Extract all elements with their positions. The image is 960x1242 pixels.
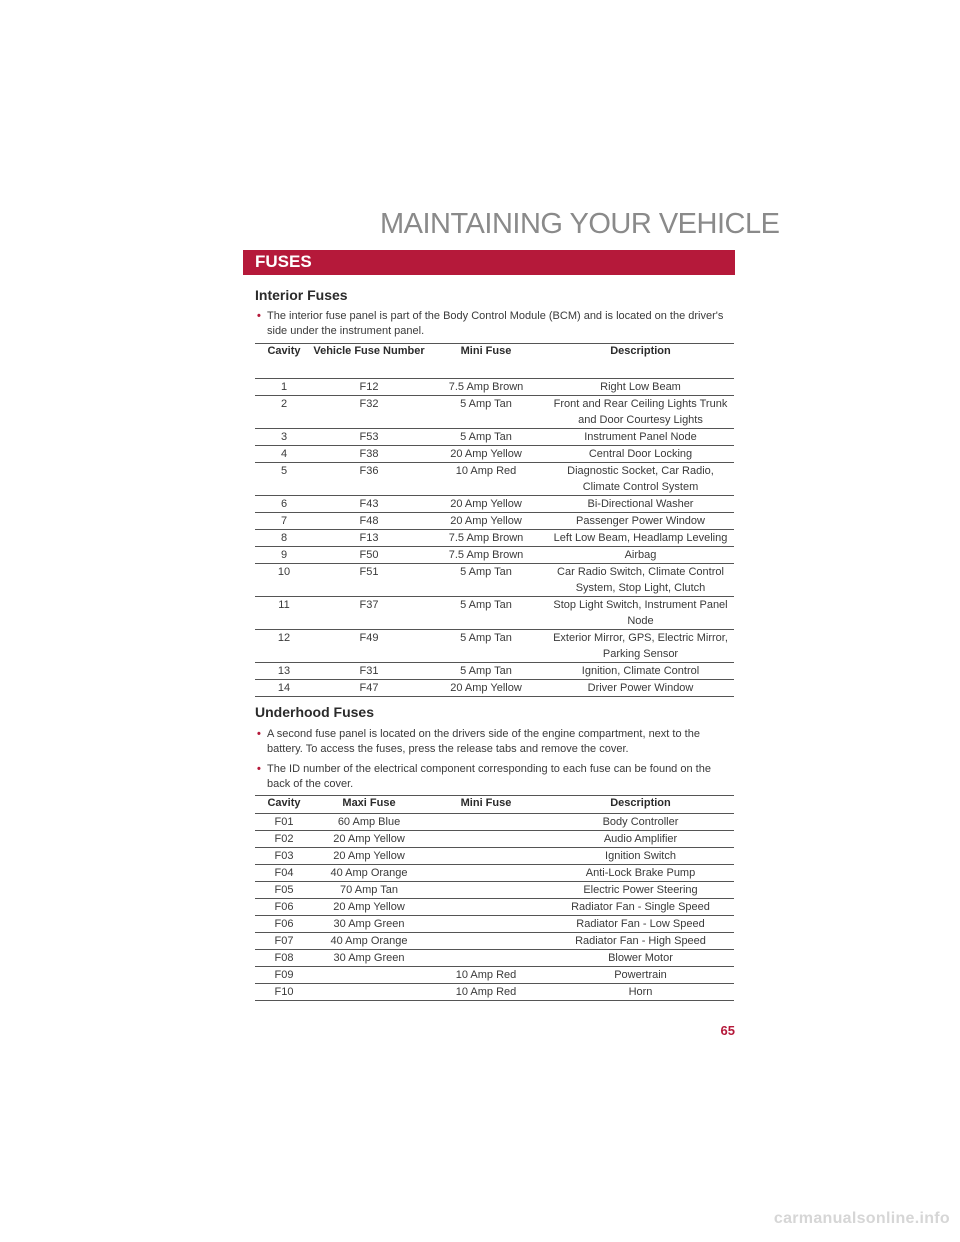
page-number: 65: [720, 1023, 735, 1038]
interior-cell: F37: [359, 599, 379, 611]
underhood-cell: [313, 984, 425, 1001]
header-maxi-fuse: Maxi Fuse: [342, 797, 396, 809]
underhood-cell: F05: [274, 884, 294, 896]
underhood-cell: 20 Amp Yellow: [333, 901, 405, 913]
underhood-bullet-text-1: A second fuse panel is located on the drivers side of the engine compartment, next to the battery. To access the fuses, press the release tabs and remove the cover.: [267, 728, 700, 755]
bullet-icon: •: [257, 763, 261, 775]
interior-cell: Central Door Locking: [588, 448, 693, 460]
underhood-cell: Powertrain: [614, 969, 667, 981]
interior-cell: 5 Amp Tan: [460, 398, 512, 410]
header-vehicle-fuse-number: Vehicle Fuse Number: [313, 345, 425, 357]
interior-cell: Front and Rear Ceiling Lights Trunk and Door Courtesy Lights: [553, 398, 728, 426]
interior-cell: 11: [278, 599, 290, 611]
interior-cell: Ignition, Climate Control: [581, 665, 700, 677]
underhood-cell: F06: [274, 918, 294, 930]
interior-cell: 20 Amp Yellow: [450, 498, 522, 510]
underhood-cell: Electric Power Steering: [583, 884, 698, 896]
interior-cell: 12: [277, 632, 291, 644]
table-row: [255, 680, 734, 697]
interior-cell: 20 Amp Yellow: [450, 515, 522, 527]
underhood-cell: [425, 831, 547, 848]
header-cavity: Cavity: [267, 345, 301, 357]
interior-cell: 10: [277, 566, 291, 578]
interior-cell: Left Low Beam, Headlamp Leveling: [553, 532, 728, 544]
underhood-cell: [313, 967, 425, 984]
interior-cell: 4: [280, 448, 288, 460]
underhood-bullet-text-2: The ID number of the electrical component corresponding to each fuse can be found on the back of the cover.: [267, 763, 711, 790]
underhood-cell: [425, 950, 547, 967]
table-row: [255, 496, 734, 513]
interior-cell: F38: [359, 448, 379, 460]
table-row: [255, 831, 734, 848]
underhood-cell: [425, 933, 547, 950]
table-row: [255, 899, 734, 916]
underhood-cell: F07: [274, 935, 294, 947]
interior-cell: 8: [280, 532, 288, 544]
interior-cell: F48: [359, 515, 379, 527]
bullet-icon: •: [257, 728, 261, 740]
table-row: [255, 463, 734, 496]
header-cavity: Cavity: [267, 797, 301, 809]
underhood-cell: Radiator Fan - Single Speed: [571, 901, 710, 913]
underhood-bullet-2: [257, 762, 737, 792]
underhood-bullet-1: [257, 727, 737, 757]
interior-cell: F43: [359, 498, 379, 510]
watermark: carmanualsonline.info: [773, 1210, 950, 1227]
interior-cell: 7.5 Amp Brown: [448, 549, 524, 561]
table-row: [255, 513, 734, 530]
underhood-cell: 10 Amp Red: [455, 969, 517, 981]
table-row: [255, 429, 734, 446]
interior-cell: F49: [359, 632, 379, 644]
underhood-cell: Radiator Fan - High Speed: [575, 935, 706, 947]
header-description: Description: [610, 345, 671, 357]
underhood-fuses-heading: Underhood Fuses: [255, 704, 375, 720]
interior-cell: F47: [359, 682, 379, 694]
table-row: [255, 916, 734, 933]
underhood-cell: Audio Amplifier: [603, 833, 678, 845]
table-row: [255, 530, 734, 547]
interior-cell: Airbag: [624, 549, 657, 561]
interior-cell: 5 Amp Tan: [460, 431, 512, 443]
interior-cell: 1: [280, 381, 288, 393]
underhood-cell: F08: [274, 952, 294, 964]
underhood-cell: F01: [274, 816, 294, 828]
interior-cell: 7.5 Amp Brown: [448, 381, 524, 393]
underhood-cell: Ignition Switch: [605, 850, 676, 862]
interior-cell: 5 Amp Tan: [460, 632, 512, 644]
interior-fuses-heading: Interior Fuses: [255, 287, 348, 303]
table-row: [255, 984, 734, 1001]
interior-cell: 5 Amp Tan: [460, 566, 512, 578]
underhood-cell: Blower Motor: [608, 952, 673, 964]
underhood-cell: F09: [274, 969, 294, 981]
header-description: Description: [610, 797, 671, 809]
interior-cell: F12: [359, 381, 379, 393]
underhood-cell: 60 Amp Blue: [337, 816, 401, 828]
table-row: [255, 379, 734, 396]
table-header-row: [255, 796, 734, 814]
underhood-cell: 70 Amp Tan: [340, 884, 398, 896]
table-row: [255, 848, 734, 865]
table-row: [255, 547, 734, 564]
underhood-cell: 30 Amp Green: [333, 918, 405, 930]
interior-cell: 13: [277, 665, 291, 677]
interior-cell: F31: [359, 665, 379, 677]
header-mini-fuse: Mini Fuse: [460, 345, 512, 357]
underhood-cell: Body Controller: [602, 816, 679, 828]
interior-cell: F50: [359, 549, 379, 561]
interior-fuse-table: [255, 343, 734, 697]
underhood-cell: F04: [274, 867, 294, 879]
underhood-cell: Radiator Fan - Low Speed: [576, 918, 705, 930]
table-row: [255, 630, 734, 663]
interior-bullet: [257, 309, 737, 339]
interior-cell: F13: [359, 532, 379, 544]
interior-cell: F51: [359, 566, 379, 578]
underhood-cell: F03: [274, 850, 294, 862]
underhood-cell: [425, 916, 547, 933]
interior-cell: 14: [277, 682, 291, 694]
table-row: [255, 814, 734, 831]
underhood-cell: Anti-Lock Brake Pump: [585, 867, 696, 879]
interior-cell: 7.5 Amp Brown: [448, 532, 524, 544]
interior-cell: 5 Amp Tan: [460, 599, 512, 611]
underhood-cell: [425, 899, 547, 916]
table-row: [255, 663, 734, 680]
interior-cell: F32: [359, 398, 379, 410]
interior-cell: 5: [280, 465, 288, 477]
chapter-title: MAINTAINING YOUR VEHICLE: [380, 208, 780, 240]
interior-cell: Driver Power Window: [587, 682, 694, 694]
interior-cell: Stop Light Switch, Instrument Panel Node: [553, 599, 728, 627]
interior-bullet-text: The interior fuse panel is part of the Body Control Module (BCM) and is located on the driver's side under the instrument panel.: [267, 310, 724, 337]
underhood-cell: 40 Amp Orange: [330, 867, 408, 879]
interior-cell: Bi-Directional Washer: [587, 498, 694, 510]
underhood-cell: F10: [274, 986, 294, 998]
section-bar: [243, 250, 735, 275]
interior-cell: 9: [280, 549, 288, 561]
underhood-cell: F02: [274, 833, 294, 845]
table-row: [255, 564, 734, 597]
underhood-cell: F06: [274, 901, 294, 913]
interior-cell: Car Radio Switch, Climate Control System, Stop Light, Clutch: [557, 566, 724, 594]
interior-cell: 10 Amp Red: [455, 465, 517, 477]
table-row: [255, 882, 734, 899]
table-header-row: [255, 344, 734, 379]
table-row: [255, 597, 734, 630]
interior-cell: Passenger Power Window: [575, 515, 705, 527]
header-mini-fuse: Mini Fuse: [460, 797, 512, 809]
underhood-cell: [425, 865, 547, 882]
interior-cell: 2: [280, 398, 288, 410]
underhood-fuse-table: [255, 795, 734, 1001]
interior-cell: F36: [359, 465, 379, 477]
underhood-cell: 30 Amp Green: [333, 952, 405, 964]
interior-cell: Right Low Beam: [600, 381, 681, 393]
section-title: FUSES: [255, 252, 312, 271]
table-row: [255, 933, 734, 950]
underhood-cell: 10 Amp Red: [455, 986, 517, 998]
underhood-cell: [425, 882, 547, 899]
bullet-icon: •: [257, 310, 261, 322]
interior-cell: 20 Amp Yellow: [450, 682, 522, 694]
table-row: [255, 446, 734, 463]
underhood-cell: Horn: [628, 986, 653, 998]
underhood-cell: 20 Amp Yellow: [333, 833, 405, 845]
interior-cell: 20 Amp Yellow: [450, 448, 522, 460]
table-row: [255, 950, 734, 967]
interior-cell: 7: [280, 515, 288, 527]
interior-cell: 5 Amp Tan: [460, 665, 512, 677]
interior-cell: 6: [280, 498, 288, 510]
underhood-cell: [425, 814, 547, 831]
table-row: [255, 967, 734, 984]
interior-cell: Instrument Panel Node: [584, 431, 697, 443]
underhood-cell: 40 Amp Orange: [330, 935, 408, 947]
table-row: [255, 396, 734, 429]
interior-cell: 3: [280, 431, 288, 443]
interior-cell: Exterior Mirror, GPS, Electric Mirror, Parking Sensor: [553, 632, 728, 660]
underhood-cell: 20 Amp Yellow: [333, 850, 405, 862]
underhood-cell: [425, 848, 547, 865]
interior-cell: F53: [359, 431, 379, 443]
interior-cell: Diagnostic Socket, Car Radio, Climate Control System: [567, 465, 714, 493]
table-row: [255, 865, 734, 882]
